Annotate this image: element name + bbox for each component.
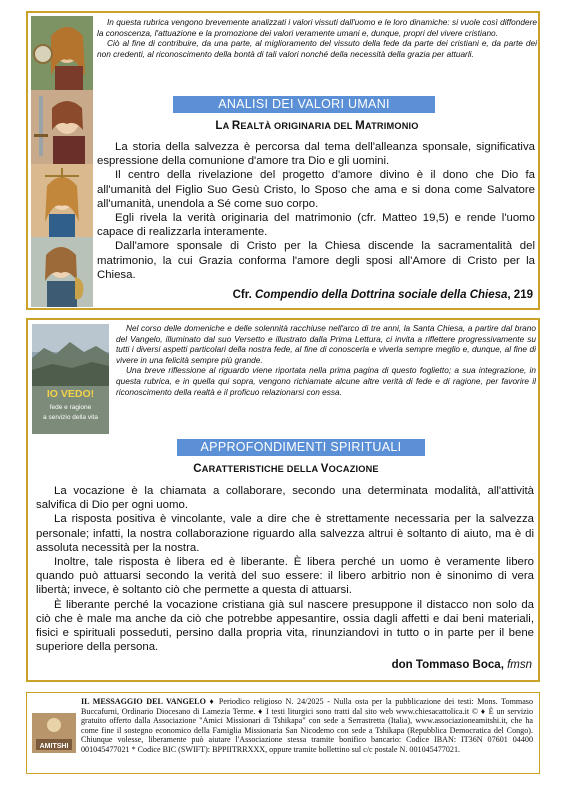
- section-intro: [97, 17, 537, 59]
- masthead: IL MESSAGGIO DEL VANGELO: [81, 697, 206, 706]
- intro-paragraph: Una breve riflessione al riguardo viene riportata nella prima pagina di questo foglietto; a sua integrazione, in questa rubrica, e in quella qui sopra, vengono richiamate alcune altre verità di fede e di ragione, per favorire il riconoscimento della realtà e il proficuo relazionarsi con essa.: [116, 365, 536, 397]
- io-vedo-title: IO VEDO!: [46, 388, 95, 400]
- logo-text: AMITSHI: [39, 743, 69, 750]
- landscape-image: [32, 324, 109, 386]
- values-section: [26, 11, 540, 310]
- section-banner: APPROFONDIMENTI SPIRITUALI: [177, 439, 425, 456]
- virtue-portrait-justice: [31, 164, 93, 237]
- io-vedo-caption: a servizio della vita: [43, 414, 98, 421]
- publication-details: ♦ Periodico religioso N. 24/2025 - Nulla osta per la pubblicazione dei testi: Mons. Tommaso Buccafurni, Ordinario Diocesano di Lamezia Terme. ♦ I testi liturgici sono tratti dal sito web www.chiesacattolica.it © ♦ È un servizio gratuito offerto dalla Associazione "Amici Missionari di Tshikapa" con sede a Serrastretta (Italia), www.associazioneamitshi.it, che ha come fine il sostegno economico della Famiglia Missionaria San Nicodemo con sede a Tshikapa (Repubblica Democratica del Congo). Chiunque volesse, liberamente può aiutare l'Associazione stessa tramite bonifico bancario: Codice IBAN: IT36N 07601 04400 001045477021 * Codice BIC (SWIFT): BPPIITRRXXX, oppure tramite bollettino sul c/c postale N. 001045477021.: [81, 697, 533, 754]
- intro-paragraph: Ciò al fine di contribuire, da una parte, al miglioramento del vissuto della fede da parte dei cristiani e, da parte dei non credenti, al riconoscimento della bontà di tali valori nonché della necessità della grazia per attuarli.: [97, 38, 537, 59]
- io-vedo-caption: fede e ragione: [49, 404, 92, 411]
- body-paragraph: Inoltre, tale risposta è libera ed è liberante. È libera perché un uomo è veramente libero quando può attuarsi secondo la verità del suo essere: il libero arbitrio non è sinonimo di vera libertà; invece, è soltanto ciò che permette a questa di attuarsi.: [36, 556, 534, 597]
- body-paragraph: È liberante perché la vocazione cristiana già sul nascere presuppone il distacco non solo da ciò che è male ma anche da ciò che potrebbe appesantire, ossia dagli affetti e dai beni materiali, fisici e spirituali posseduti, persino dalla propria vita, rinunziandovi in tutto o in parte per il bene superiore della persona.: [36, 598, 534, 654]
- section-intro: [116, 323, 536, 397]
- article-title: CARATTERISTICHE DELLA VOCAZIONE: [193, 463, 379, 475]
- article-body: [36, 484, 534, 654]
- article-body: [97, 140, 535, 282]
- section-banner: ANALISI DEI VALORI UMANI: [173, 96, 435, 113]
- body-paragraph: Egli rivela la verità originaria del matrimonio (cfr. Matteo 19,5) e rende l'uomo capace di realizzarla interamente.: [97, 212, 535, 239]
- signature: don Tommaso Boca, fmsn: [391, 659, 532, 671]
- intro-paragraph: Nel corso delle domeniche e delle solennità racchiuse nell'arco di tre anni, la Santa Chiesa, a partire dal brano del Vangelo, illuminato dal suo Versetto e illustrato dalla Prima Lettura, ci invita a riflettere progressivamente su tutti i diversi aspetti particolari della nostra fede, al fine di conoscerla e viverla sempre meglio e, dunque, al fine di vivere in una felicità sempre più grande.: [116, 323, 536, 365]
- virtue-portrait-fortitude: [31, 90, 93, 164]
- body-paragraph: La vocazione è la chiamata a collaborare, secondo una determinata modalità, all'attività salvifica di Dio per ogni uomo.: [36, 485, 534, 512]
- body-paragraph: La risposta positiva è vincolante, vale a dire che è strettamente necessaria per la salvezza personale; infatti, la nostra collaborazione riguardo alla salvezza altrui è soltanto di aiuto, ma è di assoluta necessità per la nostra.: [36, 513, 534, 554]
- body-paragraph: La storia della salvezza è percorsa dal tema dell'alleanza sponsale, significativa espressione della comunione d'amore tra Dio e gli uomini.: [97, 141, 535, 168]
- spiritual-section: [26, 318, 540, 682]
- footer-box: [26, 692, 540, 774]
- virtue-portrait-temperance: [31, 237, 93, 307]
- intro-paragraph: In questa rubrica vengono brevemente analizzati i valori vissuti dall'uomo e le loro dinamiche: si vuole così diffondere la conoscenza, l'attuazione e la promozione dei valori veramente umani e, dunque, propri del vivere cristiano.: [97, 17, 537, 38]
- virtue-portrait-prudence: [31, 16, 93, 90]
- article-title: LA REALTÀ ORIGINARIA DEL MATRIMONIO: [215, 120, 419, 132]
- citation: Cfr. Compendio della Dottrina sociale della Chiesa, 219: [232, 289, 533, 301]
- body-paragraph: Dall'amore sponsale di Cristo per la Chiesa discende la sacramentalità del matrimonio, la cui Grazia conforma l'amore degli sposi all'Amore di Cristo per la Chiesa.: [97, 240, 535, 281]
- io-vedo-image: [32, 324, 109, 434]
- body-paragraph: Il centro della rivelazione del progetto d'amore divino è il dono che Dio fa all'umanità del Figlio Suo Gesù Cristo, lo Sposo che ama e si dona come Salvatore all'umanità, unendola a Sé come suo corpo.: [97, 169, 535, 210]
- publication-notice: [33, 697, 533, 755]
- virtues-image-column: [31, 16, 93, 307]
